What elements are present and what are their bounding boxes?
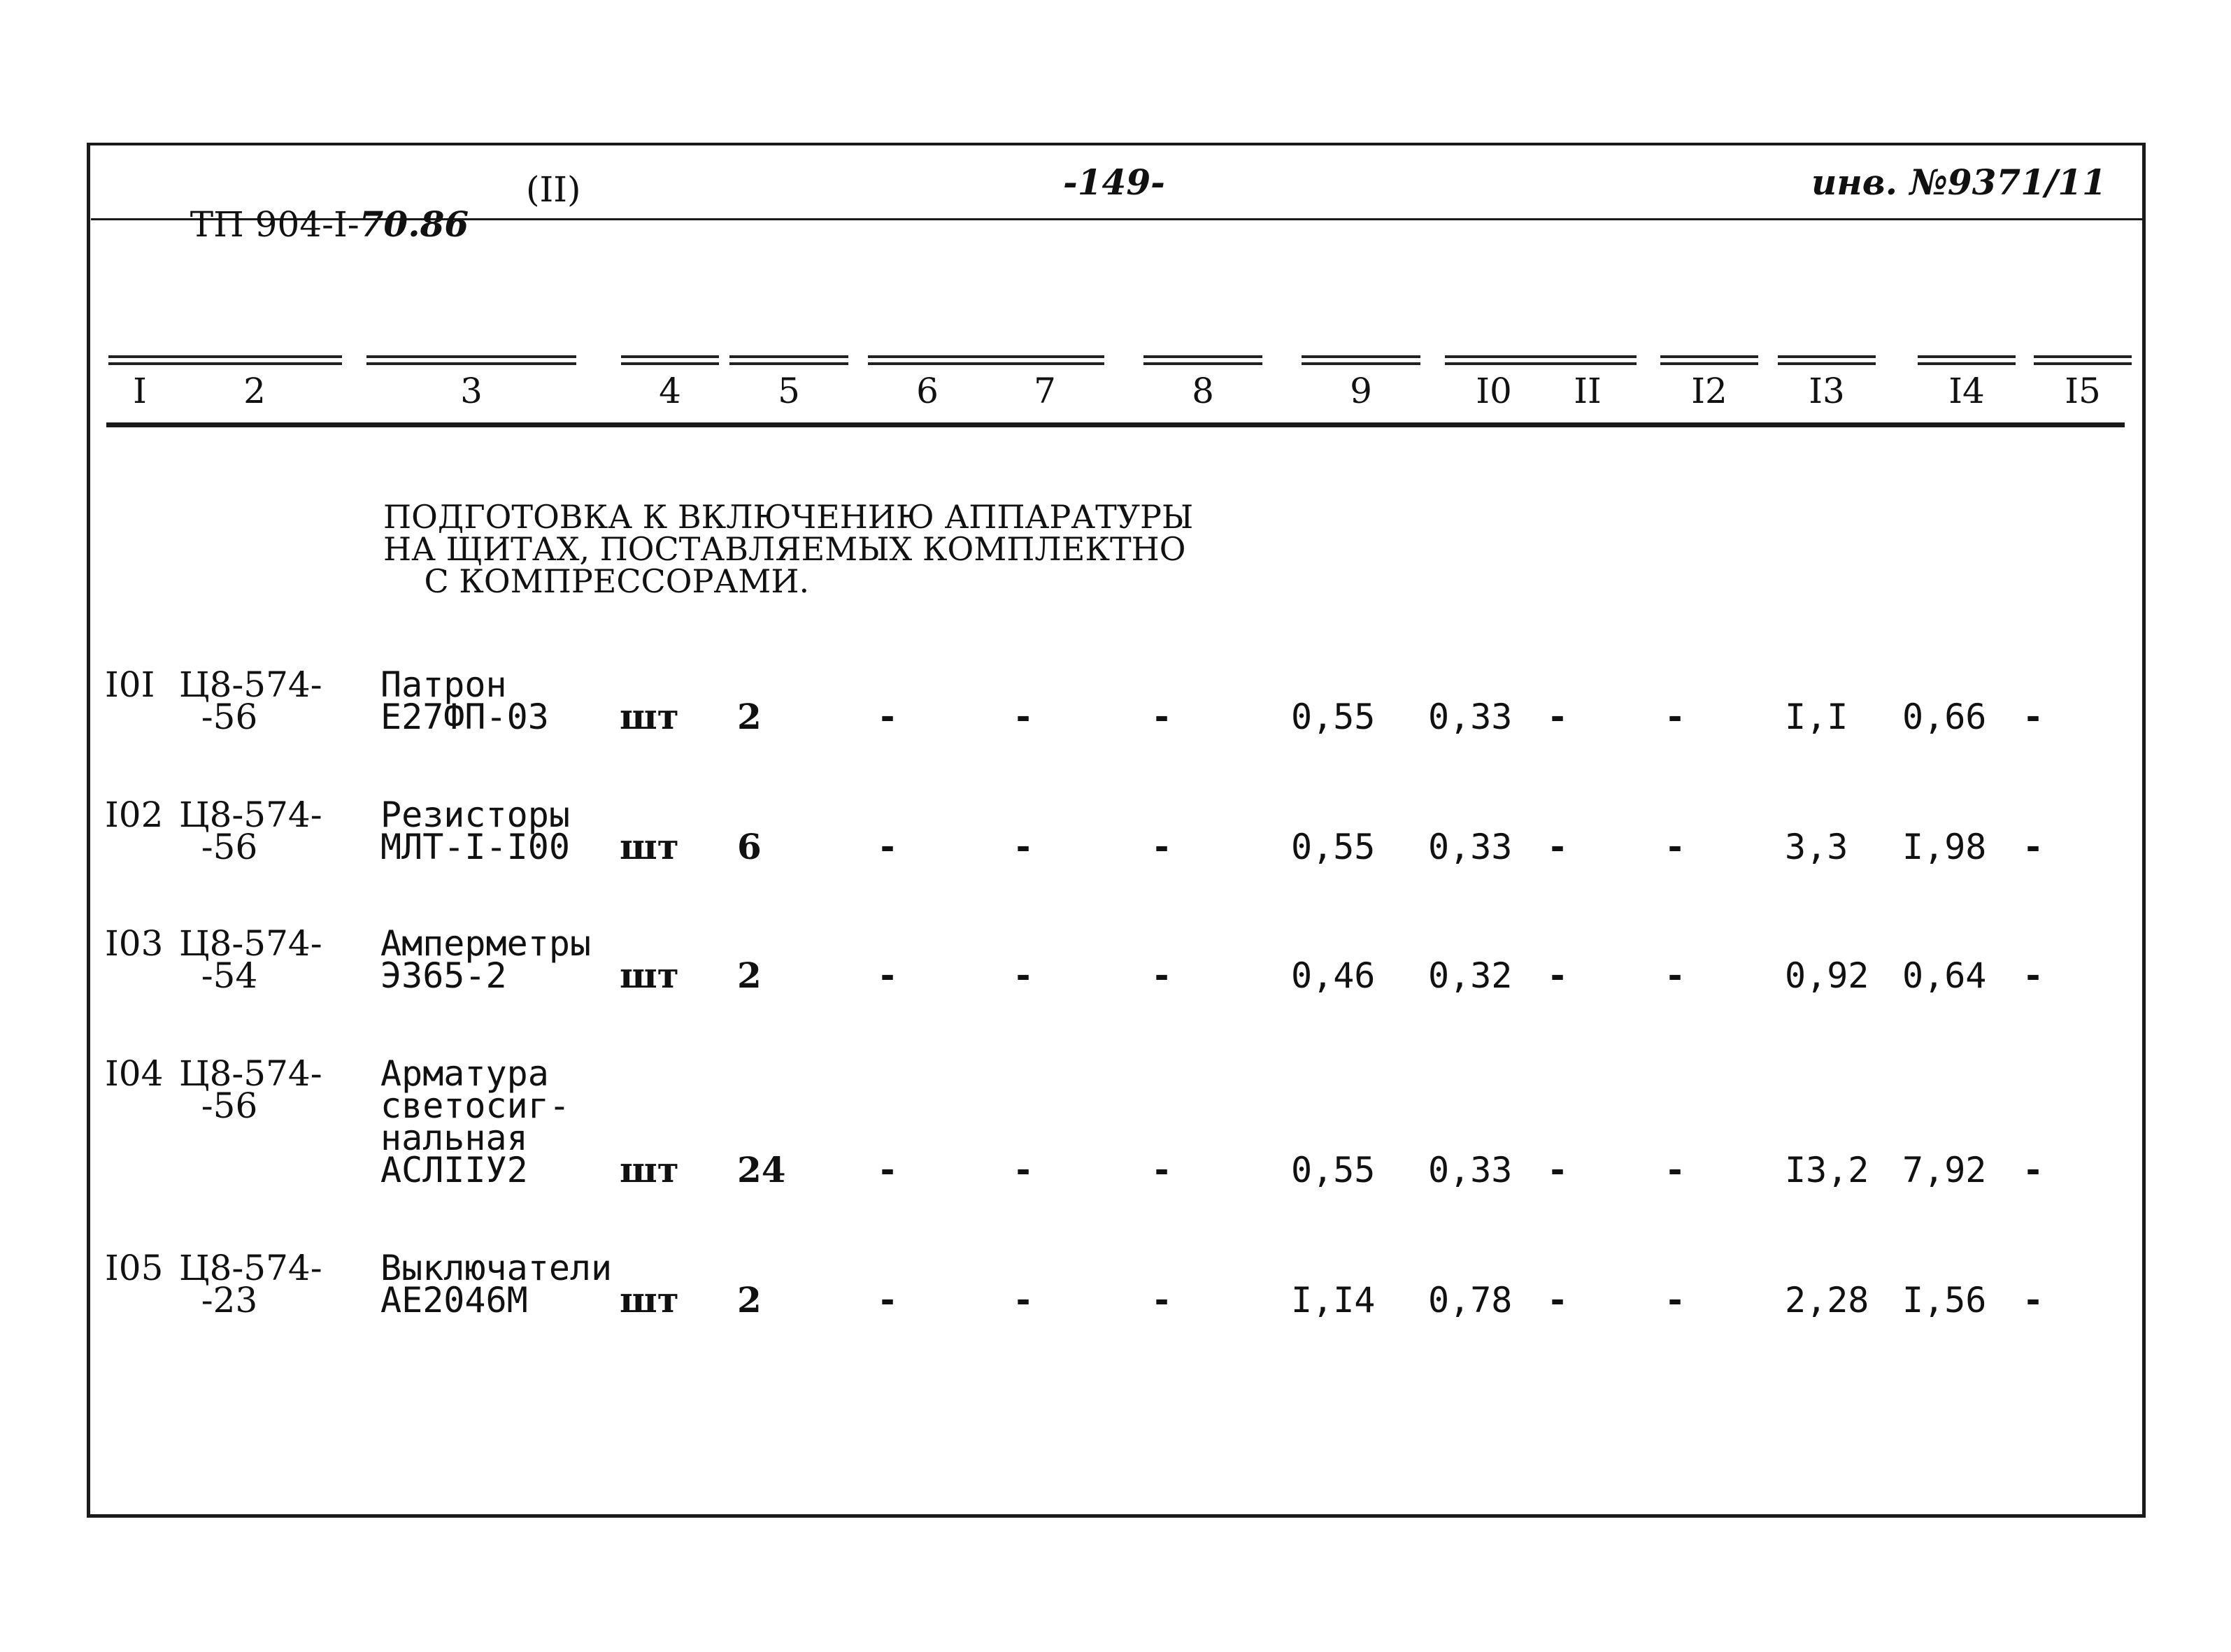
quantity: 2 xyxy=(737,1279,762,1320)
col-7-value: - xyxy=(1013,1280,1034,1320)
col-12-value: - xyxy=(1665,1150,1686,1190)
column-number: 5 xyxy=(778,371,800,411)
col-10-value: 0,32 xyxy=(1428,955,1513,996)
column-header-double-rule xyxy=(167,355,342,365)
col-7-value: - xyxy=(1013,955,1034,996)
column-number: 3 xyxy=(460,371,483,411)
row-number: I04 xyxy=(105,1053,164,1094)
col-13-value: 0,92 xyxy=(1785,955,1869,996)
col-7-value: - xyxy=(1013,827,1034,867)
item-code: Ц8-574- -56 xyxy=(179,795,322,867)
column-header-double-rule xyxy=(621,355,719,365)
col-15-value: - xyxy=(2023,955,2044,996)
col-13-value: 2,28 xyxy=(1785,1280,1869,1320)
column-number: I0 xyxy=(1476,371,1512,411)
part-number: (II) xyxy=(526,169,581,210)
col-13-value: I,I xyxy=(1785,697,1848,737)
col-9-value: 0,55 xyxy=(1291,697,1376,737)
quantity: 6 xyxy=(737,826,762,867)
col-10-value: 0,78 xyxy=(1428,1280,1513,1320)
column-header-rule xyxy=(106,422,2125,427)
quantity: 24 xyxy=(737,1149,786,1190)
item-code: Ц8-574- -56 xyxy=(179,1053,322,1126)
col-15-value: - xyxy=(2023,1150,2044,1190)
column-number: I2 xyxy=(1691,371,1727,411)
row-number: I03 xyxy=(105,923,164,964)
item-code: Ц8-574- -23 xyxy=(179,1248,322,1320)
column-number: I5 xyxy=(2065,371,2101,411)
unit: шт xyxy=(620,1149,679,1190)
col-6-value: - xyxy=(877,697,899,737)
unit: шт xyxy=(620,696,679,737)
row-number: I0I xyxy=(105,664,155,705)
unit: шт xyxy=(620,955,679,996)
item-code: Ц8-574- -56 xyxy=(179,664,322,737)
col-9-value: 0,55 xyxy=(1291,1150,1376,1190)
col-9-value: 0,55 xyxy=(1291,827,1376,867)
col-11-value: - xyxy=(1547,827,1569,867)
document-code-printed: ТП 904-I- xyxy=(190,204,359,245)
column-header-double-rule xyxy=(868,355,987,365)
col-10-value: 0,33 xyxy=(1428,697,1513,737)
col-8-value: - xyxy=(1151,955,1173,996)
column-header-double-rule xyxy=(1660,355,1758,365)
col-9-value: I,I4 xyxy=(1291,1280,1376,1320)
col-11-value: - xyxy=(1547,1150,1569,1190)
col-13-value: 3,3 xyxy=(1785,827,1848,867)
column-number: I4 xyxy=(1948,371,1985,411)
col-6-value: - xyxy=(877,1150,899,1190)
col-14-value: 0,64 xyxy=(1902,955,1987,996)
col-13-value: I3,2 xyxy=(1785,1150,1869,1190)
column-header-double-rule xyxy=(1918,355,2016,365)
col-6-value: - xyxy=(877,1280,899,1320)
col-12-value: - xyxy=(1665,827,1686,867)
col-15-value: - xyxy=(2023,697,2044,737)
item-name: Патрон Е27ФП-03 xyxy=(380,664,549,737)
item-name: Резисторы МЛТ-I-I00 xyxy=(380,795,570,867)
col-10-value: 0,33 xyxy=(1428,827,1513,867)
col-10-value: 0,33 xyxy=(1428,1150,1513,1190)
column-header-double-rule xyxy=(1302,355,1420,365)
column-number: 8 xyxy=(1192,371,1214,411)
document-code xyxy=(168,172,469,245)
column-number: II xyxy=(1574,371,1602,411)
col-11-value: - xyxy=(1547,1280,1569,1320)
unit: шт xyxy=(620,1279,679,1320)
column-header-double-rule xyxy=(366,355,576,365)
column-number: 6 xyxy=(916,371,939,411)
column-number: 7 xyxy=(1034,371,1056,411)
column-number: 9 xyxy=(1350,371,1372,411)
column-header-double-rule xyxy=(1143,355,1262,365)
col-11-value: - xyxy=(1547,955,1569,996)
col-12-value: - xyxy=(1665,1280,1686,1320)
col-9-value: 0,46 xyxy=(1291,955,1376,996)
item-name: Амперметры Э365-2 xyxy=(380,923,592,996)
col-11-value: - xyxy=(1547,697,1569,737)
item-name: Выключатели АЕ2046М xyxy=(380,1248,613,1320)
column-header-double-rule xyxy=(2034,355,2132,365)
col-8-value: - xyxy=(1151,827,1173,867)
col-14-value: 7,92 xyxy=(1902,1150,1987,1190)
quantity: 2 xyxy=(737,696,762,737)
col-6-value: - xyxy=(877,955,899,996)
column-header-double-rule xyxy=(985,355,1104,365)
inventory-number: инв. №9371/11 xyxy=(1811,162,2107,203)
column-header-double-rule xyxy=(1778,355,1876,365)
item-code: Ц8-574- -54 xyxy=(179,923,322,996)
col-6-value: - xyxy=(877,827,899,867)
document-code-handwritten: 70.86 xyxy=(359,204,469,245)
col-15-value: - xyxy=(2023,827,2044,867)
page-number: -149- xyxy=(1063,162,1165,203)
unit: шт xyxy=(620,826,679,867)
col-14-value: 0,66 xyxy=(1902,697,1987,737)
row-number: I05 xyxy=(105,1248,164,1288)
column-header-double-rule xyxy=(108,355,171,365)
column-header-double-rule xyxy=(1539,355,1637,365)
column-header-double-rule xyxy=(729,355,848,365)
col-15-value: - xyxy=(2023,1280,2044,1320)
col-12-value: - xyxy=(1665,697,1686,737)
column-number: 2 xyxy=(243,371,266,411)
col-8-value: - xyxy=(1151,1150,1173,1190)
row-number: I02 xyxy=(105,795,164,835)
column-number: I xyxy=(133,371,147,411)
column-number: I3 xyxy=(1809,371,1845,411)
column-header-double-rule xyxy=(1445,355,1543,365)
quantity: 2 xyxy=(737,955,762,996)
col-7-value: - xyxy=(1013,697,1034,737)
item-name: Арматура светосиг- нальная АСЛIIУ2 xyxy=(380,1053,570,1190)
col-14-value: I,98 xyxy=(1902,827,1987,867)
col-8-value: - xyxy=(1151,1280,1173,1320)
section-title: ПОДГОТОВКА К ВКЛЮЧЕНИЮ АППАРАТУРЫ НА ЩИТАХ, ПОСТАВЛЯЕМЫХ КОМПЛЕКТНО С КОМПРЕССОРАМИ. xyxy=(383,498,1194,600)
col-8-value: - xyxy=(1151,697,1173,737)
col-14-value: I,56 xyxy=(1902,1280,1987,1320)
col-12-value: - xyxy=(1665,955,1686,996)
column-number: 4 xyxy=(659,371,681,411)
col-7-value: - xyxy=(1013,1150,1034,1190)
